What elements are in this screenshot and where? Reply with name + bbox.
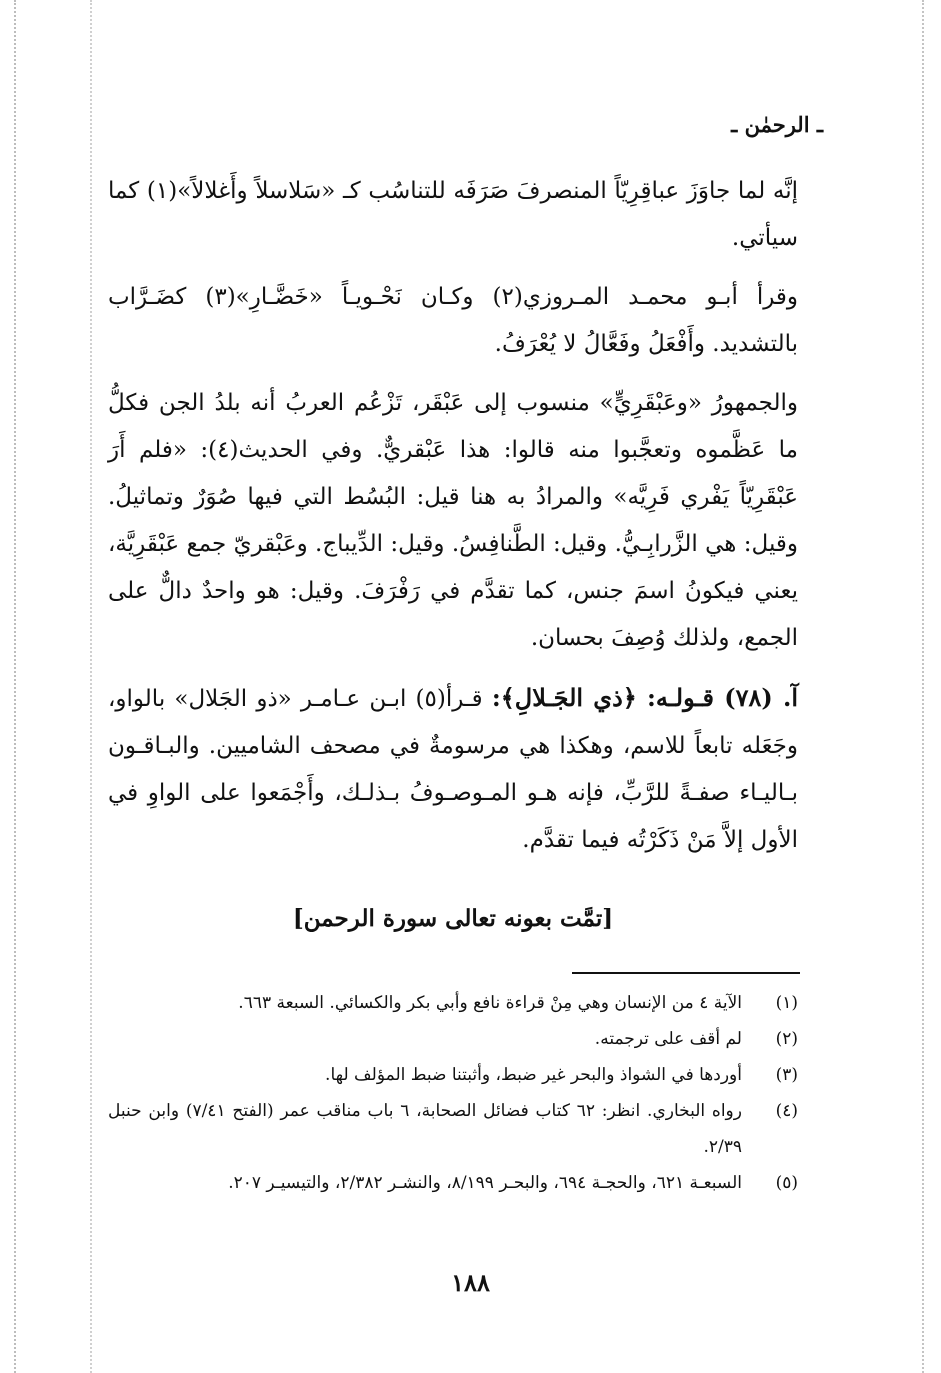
running-header: ـ الرحمٰن ـ [731,112,823,137]
paragraph: والجمهورُ «وعَبْقَرِيٍّ» منسوب إلى عَبْقَر، تَزْعُم العربُ أنه بلدُ الجن فكلُّ ما عَظَّموه وتعجَّبوا منه قالوا: هذا عَبْقريٌّ. وفي الحديث(٤): «فلم أَرَ عَبْقَرِيّاً يَفْري فَرِيَّه» والمرادُ به هنا قيل: البُسُط التي فيها صُوَرٌ وتماثيلُ. وقيل: هي الزَّرابِـيُّ. وقيل: الطَّنافِسُ. وقيل: الدِّيباج. وعَبْقريّ جمع عَبْقَرِيَّة، يعني فيكونُ اسمَ جنس، كما تقدَّم في رَفْرَفَ. وقيل: هو واحدٌ دالٌّ على الجمع، ولذلك وُصِفَ بحسان. [108,390,798,651]
verse-text: قـرأ(٥) ابـن عـامـر «ذو الجَلال» بالواو، وجَعَله تابعاً للاسم، وهكذا هي مرسومةٌ في مصحف الشاميين. والبـاقـون بـاليـاء صفـةً للرَّبِّ، فإنه هـو المـوصـوفُ بـذلـك، وأَجْمَعوا على الواوِ في الأول إلاَّ مَنْ ذَكَرْتُه فيما تقدَّم. [108,686,798,853]
paragraph: وقرأ أبـو محمـد المـروزي(٢) وكـان نَحْـويـاً «خَضَّـارِ»(٣) كضَـرَّاب بالتشديد. وأَفْعَلُ وفَعَّالُ لا يُعْرَفُ. [108,284,799,357]
footnote [108,1165,798,1201]
footnote-text: أوردها في الشواذ والبحر غير ضبط، وأثبتنا ضبط المؤلف لها. [325,1065,742,1085]
scan-edge-dots-right [922,0,924,1373]
footnote-text: رواه البخاري. انظر: ٦٢ كتاب فضائل الصحابة، ٦ باب مناقب عمر (الفتح ٧/٤١) وابن حنبل ٢/٣٩. [108,1101,742,1157]
verse-label: آ. (٧٨) قـولـه: ﴿ذي الجَـلالِ﴾: [491,683,798,712]
footnote [108,985,798,1021]
main-text [108,168,798,876]
footnotes [108,985,798,1201]
verse-commentary [108,674,798,864]
surah-closing: [تمَّت بعونه تعالى سورة الرحمن] [292,905,614,932]
footnote-text: السبعـة ٦٢١، والحجـة ٦٩٤، والبحـر ٨/١٩٩، والنشـر ٢/٣٨٢، والتيسيـر ٢٠٧. [228,1173,742,1193]
footnote-text: الآية ٤ من الإنسان وهي مِنْ قراءة نافع وأبي بكر والكسائي. السبعة ٦٦٣. [238,993,742,1013]
footnote-number: (٣) [775,1065,798,1085]
footnote [108,1021,798,1057]
page-number: ١٨٨ [451,1268,490,1297]
scan-edge-dots-left [14,0,16,1373]
footnote [108,1093,798,1165]
footnote-number: (١) [775,993,798,1013]
footnote-number: (٤) [775,1101,798,1121]
footnote-separator [572,972,800,974]
paragraph: إنَّه لما جاوَزَ عباقِرِيّاً المنصرفَ صَرَفَه للتناسُب كـ «سَلاسلاً وأَغلالاً»(١) كما سيأتي. [108,178,798,251]
footnote-number: (٢) [775,1029,798,1049]
footnote-text: لم أقف على ترجمته. [594,1029,742,1049]
scan-edge-dots-inner [90,0,92,1373]
footnote-number: (٥) [775,1173,798,1193]
footnote [108,1057,798,1093]
